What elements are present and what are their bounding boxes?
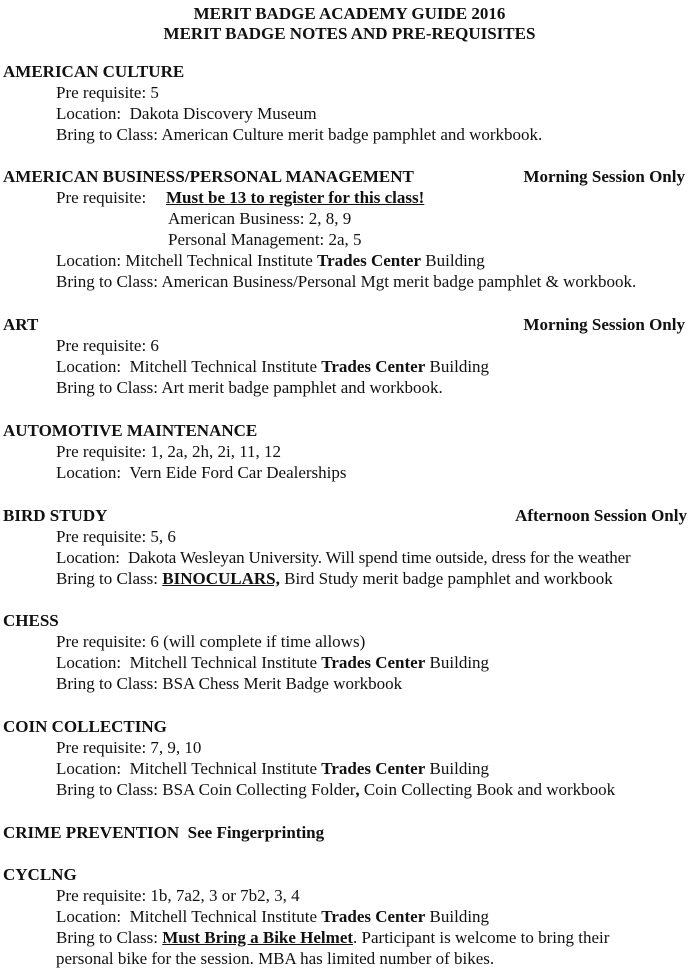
prereq-value: 6 — [150, 336, 159, 355]
session-note: Afternoon Session Only — [515, 506, 687, 525]
location-label: Location: — [56, 548, 128, 567]
prereq-age-note-text: Must be 13 to register for this class! — [166, 188, 425, 207]
location-line — [56, 906, 489, 927]
bring-line — [56, 124, 542, 145]
prereq-label: Pre requisite: — [56, 632, 151, 651]
prereq-value: 5, 6 — [150, 527, 176, 546]
location-suffix: Building — [425, 357, 490, 376]
bring-comma: , — [355, 780, 360, 799]
bring-line — [56, 568, 613, 589]
location-label: Location: — [56, 907, 130, 926]
location-value: Mitchell Technical Institute — [129, 759, 322, 778]
prereq-label: Pre requisite: — [56, 336, 151, 355]
location-line — [56, 356, 489, 377]
prereq-label: Pre requisite: — [56, 188, 147, 207]
prereq-line — [56, 82, 159, 103]
prereq-label: Pre requisite: — [56, 442, 151, 461]
prereq-line — [56, 737, 201, 758]
bring-label: Bring to Class: — [56, 378, 162, 397]
bring-helmet-note: Must Bring a Bike Helmet — [162, 928, 354, 947]
session-note: Morning Session Only — [523, 167, 685, 186]
bring-value: Art merit badge pamphlet and workbook. — [161, 378, 443, 397]
bring-label: Bring to Class: — [56, 272, 162, 291]
location-building-name: Trades Center — [317, 251, 422, 270]
location-line — [56, 547, 631, 568]
prereq-line — [56, 631, 365, 652]
bring-value-cont: Coin Collecting Book and workbook — [359, 780, 616, 799]
location-value: Dakota Discovery Museum — [129, 104, 317, 123]
prereq-label: Pre requisite: — [56, 738, 151, 757]
location-suffix: Building — [421, 251, 485, 270]
bring-label: Bring to Class: — [56, 780, 163, 799]
bring-label: Bring to Class: — [56, 928, 163, 947]
prereq-value: 1, 2a, 2h, 2i, 11, 12 — [150, 442, 282, 461]
bring-label: Bring to Class: — [56, 569, 163, 588]
location-value: Mitchell Technical Institute — [129, 907, 322, 926]
bring-label: Bring to Class: — [56, 674, 163, 693]
bring-line-2: personal bike for the session. MBA has limited number of bikes. — [56, 949, 495, 968]
prereq-value: 7, 9, 10 — [150, 738, 202, 757]
location-label: Location: — [56, 251, 126, 270]
badge-heading: AMERICAN CULTURE — [3, 62, 185, 81]
location-value: Dakota Wesleyan University. Will spend time outside, dress for the weather — [128, 548, 631, 567]
document-title: MERIT BADGE ACADEMY GUIDE 2016 — [193, 4, 506, 23]
badge-heading: CYCLNG — [3, 865, 77, 884]
badge-heading: AUTOMOTIVE MAINTENANCE — [3, 421, 258, 440]
location-label: Location: — [56, 463, 130, 482]
location-line — [56, 103, 317, 124]
bring-line — [56, 927, 609, 948]
bring-binoculars: BINOCULARS, — [162, 569, 280, 588]
location-line — [56, 758, 489, 779]
location-value: Vern Eide Ford Car Dealerships — [129, 463, 347, 482]
bring-line — [56, 779, 615, 800]
badge-heading: BIRD STUDY — [3, 506, 108, 525]
prereq-line — [56, 335, 159, 356]
location-line — [56, 462, 347, 483]
location-suffix: Building — [425, 759, 490, 778]
location-value: Mitchell Technical Institute — [129, 653, 322, 672]
prereq-personal-management: Personal Management: 2a, 5 — [168, 230, 362, 249]
prereq-american-business: American Business: 2, 8, 9 — [168, 209, 352, 228]
location-line — [56, 250, 485, 271]
location-label: Location: — [56, 759, 130, 778]
bring-line — [56, 271, 636, 292]
prereq-line — [56, 885, 300, 906]
location-value: Mitchell Technical Institute — [129, 357, 322, 376]
prereq-age-note — [166, 187, 424, 208]
bring-value: . Participant is welcome to bring their — [353, 928, 610, 947]
prereq-value: 5 — [150, 83, 159, 102]
prereq-line — [56, 526, 176, 547]
bring-value: BSA Coin Collecting Folder — [162, 780, 356, 799]
bring-value: BSA Chess Merit Badge workbook — [162, 674, 403, 693]
prereq-label: Pre requisite: — [56, 527, 151, 546]
location-building-name: Trades Center — [321, 357, 426, 376]
bring-line — [56, 377, 443, 398]
location-building-name: Trades Center — [321, 759, 426, 778]
location-building-name: Trades Center — [321, 907, 426, 926]
location-suffix: Building — [425, 653, 490, 672]
location-line — [56, 652, 489, 673]
badge-heading: COIN COLLECTING — [3, 717, 167, 736]
prereq-value: 1b, 7a2, 3 or 7b2, 3, 4 — [150, 886, 300, 905]
badge-heading: CRIME PREVENTION See Fingerprinting — [3, 823, 325, 842]
bring-value: American Culture merit badge pamphlet and workbook. — [161, 125, 543, 144]
badge-heading: CHESS — [3, 611, 59, 630]
location-label: Location: — [56, 357, 130, 376]
bring-label: Bring to Class: — [56, 125, 162, 144]
location-building-name: Trades Center — [321, 653, 426, 672]
location-suffix: Building — [425, 907, 490, 926]
prereq-value: 6 (will complete if time allows) — [150, 632, 366, 651]
bring-value: American Business/Personal Mgt merit badge pamphlet & workbook. — [161, 272, 637, 291]
bring-value: Bird Study merit badge pamphlet and workbook — [279, 569, 613, 588]
session-note: Morning Session Only — [523, 315, 685, 334]
location-value: Mitchell Technical Institute — [125, 251, 317, 270]
prereq-line — [56, 441, 281, 462]
badge-heading: AMERICAN BUSINESS/PERSONAL MANAGEMENT — [3, 167, 414, 186]
badge-heading: ART — [3, 315, 39, 334]
location-label: Location: — [56, 104, 130, 123]
bring-line — [56, 673, 402, 694]
prereq-label: Pre requisite: — [56, 886, 151, 905]
prereq-label: Pre requisite: — [56, 83, 151, 102]
location-label: Location: — [56, 653, 130, 672]
document-subtitle: MERIT BADGE NOTES AND PRE-REQUISITES — [163, 24, 536, 43]
